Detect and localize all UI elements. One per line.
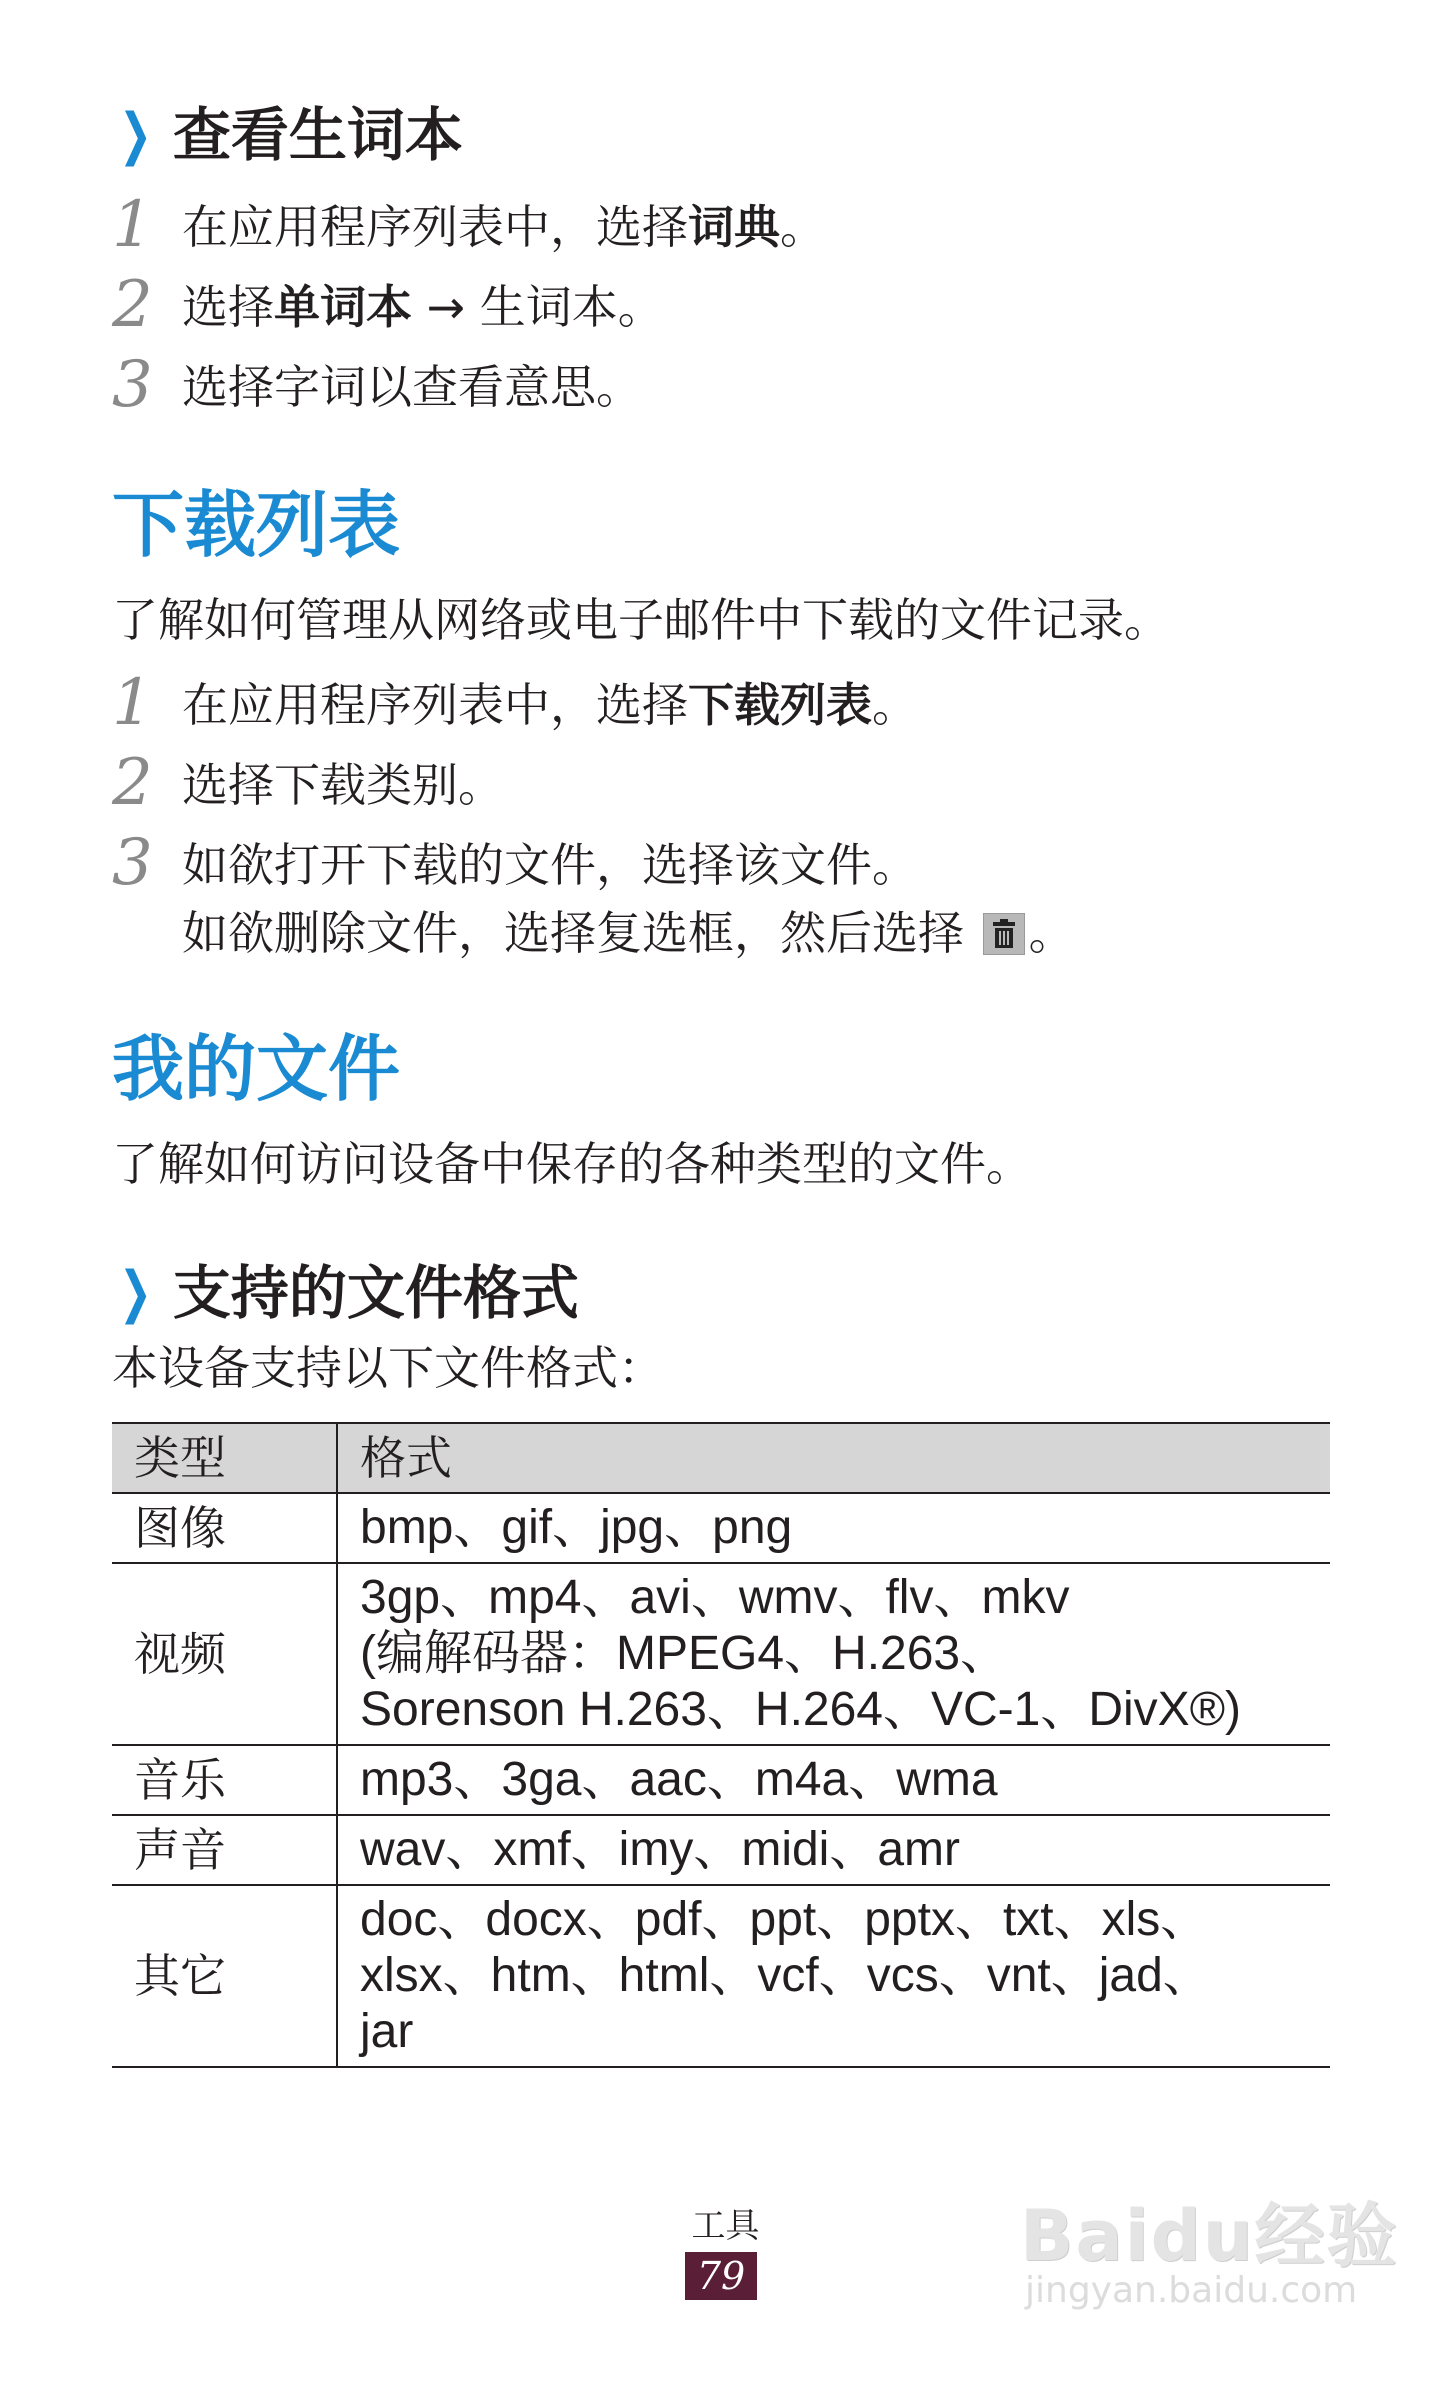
- step-number: 3: [112, 348, 153, 422]
- table-cell-format: [337, 1493, 1330, 1563]
- step-text: [182, 196, 826, 258]
- table-cell-format: [337, 1563, 1330, 1745]
- table-header-type: 类型: [112, 1423, 337, 1493]
- table-cell-format: [337, 1885, 1330, 2067]
- chevron-right-icon: ❯: [119, 102, 152, 167]
- step-number: 1: [112, 666, 153, 740]
- table-header-row: [112, 1423, 1330, 1493]
- trash-icon: [983, 913, 1025, 955]
- step-number: 3: [112, 826, 153, 900]
- format-line: xlsx、htm、html、vcf、vcs、vnt、jad、: [360, 1949, 1211, 2002]
- step-text: 如欲打开下载的文件，选择该文件。: [182, 838, 918, 892]
- step-text: 选择下载类别。: [182, 758, 504, 812]
- step-text: [182, 356, 642, 418]
- table-cell-type: 其它: [112, 1885, 337, 2067]
- format-line: doc、docx、pdf、ppt、pptx、txt、xls、: [360, 1893, 1209, 1946]
- step-text-bold: 单词本: [274, 280, 412, 334]
- file-format-table: [112, 1422, 1330, 2068]
- table-cell-type: 声音: [112, 1815, 337, 1885]
- subheading-text: 查看生词本: [172, 101, 463, 169]
- table-intro: 本设备支持以下文件格式：: [112, 1341, 664, 1395]
- step-text-plain: 在应用程序列表中，选择: [182, 678, 688, 732]
- section-title-downloads: 下载列表: [112, 483, 401, 567]
- section-intro: 了解如何管理从网络或电子邮件中下载的文件记录。: [112, 593, 1170, 647]
- step-text-plain: 选择字词以查看意思。: [182, 360, 642, 414]
- step-number: 2: [112, 268, 153, 342]
- table-row: [112, 1493, 1330, 1563]
- format-line: 3gp、mp4、avi、wmv、flv、mkv: [360, 1571, 1070, 1624]
- table-row: [112, 1815, 1330, 1885]
- table-cell-type: 视频: [112, 1563, 337, 1745]
- step-text-plain: 如欲删除文件，选择复选框，然后选择: [182, 906, 964, 960]
- table-row: [112, 1745, 1330, 1815]
- subheading-supported-formats: [112, 1258, 579, 1328]
- format-line: mp3、3ga、aac、m4a、wma: [360, 1753, 998, 1806]
- table-cell-type: 图像: [112, 1493, 337, 1563]
- step-text-bold: 下载列表: [688, 678, 872, 732]
- step-number: 2: [112, 746, 153, 820]
- step-text-plain: 选择: [182, 280, 274, 334]
- watermark-logo: Baidu经验: [1020, 2195, 1399, 2277]
- format-line: wav、xmf、imy、midi、amr: [360, 1823, 961, 1876]
- step-text-bold: 词典: [688, 200, 780, 254]
- section-title-my-files: 我的文件: [112, 1027, 401, 1111]
- step-text-plain: 。: [1028, 906, 1075, 960]
- step-text-continuation: [182, 902, 1075, 964]
- chevron-right-icon: ❯: [119, 1260, 152, 1325]
- table-cell-format: [337, 1815, 1330, 1885]
- watermark-url: jingyan.baidu.com: [1025, 2270, 1358, 2311]
- subheading-text: 支持的文件格式: [172, 1259, 579, 1327]
- step-text-plain: 。: [780, 200, 826, 254]
- subheading-vocabulary: [112, 100, 463, 170]
- table-cell-format: [337, 1745, 1330, 1815]
- section-intro: 了解如何访问设备中保存的各种类型的文件。: [112, 1137, 1032, 1191]
- step-text-plain: → 生词本。: [412, 280, 664, 334]
- format-line: Sorenson H.263、H.264、VC-1、DivX®): [360, 1683, 1242, 1736]
- step-text: [182, 276, 664, 338]
- table-cell-type: 音乐: [112, 1745, 337, 1815]
- table-row: [112, 1885, 1330, 2067]
- step-text-plain: 在应用程序列表中，选择: [182, 200, 688, 254]
- page-number: 79: [685, 2252, 757, 2300]
- footer-section-label: 工具: [691, 2206, 760, 2246]
- step-text-plain: 。: [872, 678, 918, 732]
- format-line: (编解码器：MPEG4、H.263、: [360, 1627, 1009, 1680]
- table-row: [112, 1563, 1330, 1745]
- step-text: [182, 674, 918, 736]
- step-number: 1: [112, 188, 153, 262]
- table-header-format: 格式: [337, 1423, 1330, 1493]
- format-line: jar: [360, 2005, 414, 2058]
- format-line: bmp、gif、jpg、png: [360, 1501, 793, 1554]
